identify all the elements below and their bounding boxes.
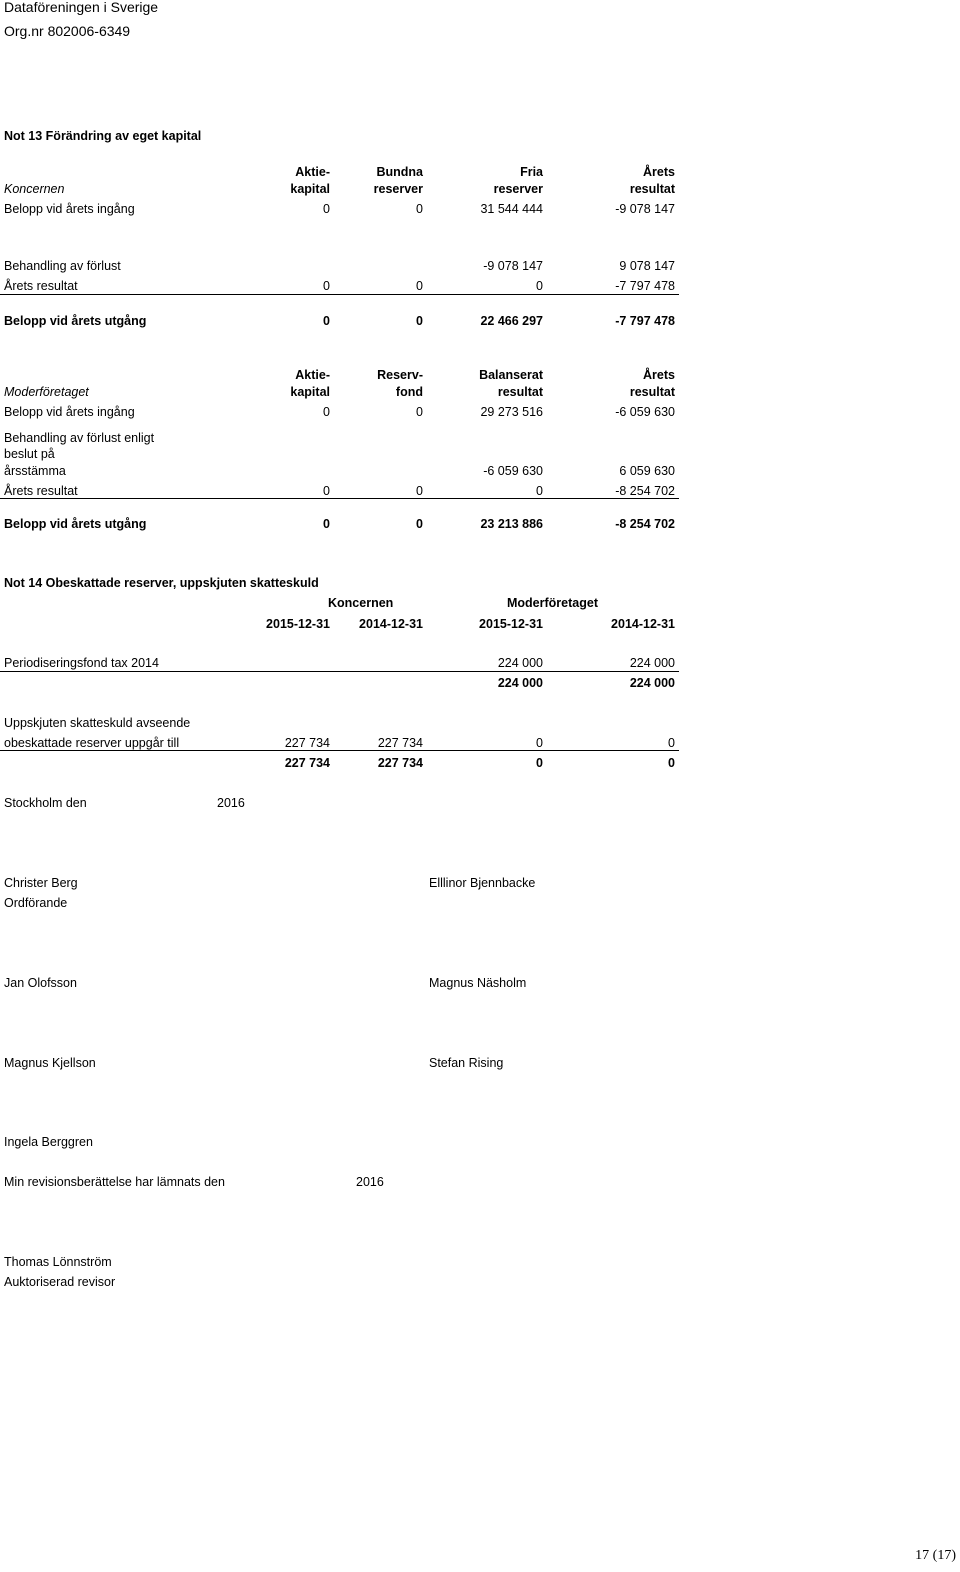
cell-value: 0: [536, 736, 543, 750]
col-header-share-capital: Aktie-: [295, 165, 330, 179]
group-column-label: Koncernen: [328, 596, 394, 610]
cell-value: 227 734: [284, 736, 330, 750]
col-header-year-result: resultat: [629, 385, 675, 399]
col-date: 2015-12-31: [479, 617, 543, 631]
group-table-label: Koncernen: [4, 182, 65, 196]
row-label: Belopp vid årets ingång: [4, 202, 135, 216]
col-header-year-result: Årets: [643, 368, 675, 382]
cell-value: 29 273 516: [480, 405, 543, 419]
col-header-retained-earnings: resultat: [497, 385, 543, 399]
auditor-role: Auktoriserad revisor: [4, 1275, 116, 1289]
row-label: beslut på: [4, 447, 55, 461]
cell-value: -6 059 630: [615, 405, 675, 419]
cell-value: 224 000: [629, 656, 675, 670]
col-header-restricted-reserves: Bundna: [376, 165, 423, 179]
cell-value: 23 213 886: [480, 517, 543, 531]
cell-value: 0: [323, 314, 330, 328]
col-header-free-reserves: reserver: [493, 182, 543, 196]
audit-year: 2016: [356, 1175, 384, 1189]
cell-value: -7 797 478: [615, 279, 675, 293]
cell-value: -8 254 702: [615, 517, 675, 531]
cell-value: 0: [323, 279, 330, 293]
col-date: 2014-12-31: [359, 617, 423, 631]
signer-name: Stefan Rising: [429, 1056, 504, 1070]
col-header-share-capital: kapital: [290, 385, 330, 399]
cell-value: -8 254 702: [615, 484, 675, 498]
sum-value: 224 000: [629, 676, 675, 690]
col-header-year-result: Årets: [643, 165, 675, 179]
organization-name: Dataföreningen i Sverige: [4, 0, 159, 15]
cell-value: 0: [416, 314, 423, 328]
cell-value: 0: [668, 736, 675, 750]
audit-statement: Min revisionsberättelse har lämnats den: [4, 1175, 225, 1189]
cell-value: 224 000: [497, 656, 543, 670]
signer-name: Elllinor Bjennbacke: [429, 876, 536, 890]
sum-value: 224 000: [497, 676, 543, 690]
col-date: 2014-12-31: [611, 617, 675, 631]
row-label: Årets resultat: [4, 279, 78, 293]
row-label: Årets resultat: [4, 484, 78, 498]
cell-value: 0: [416, 279, 423, 293]
cell-value: 31 544 444: [480, 202, 543, 216]
row-label: obeskattade reserver uppgår till: [4, 736, 180, 750]
cell-value: 0: [416, 202, 423, 216]
note-14-title: Not 14 Obeskattade reserver, uppskjuten skatteskuld: [4, 576, 319, 590]
cell-value: -9 078 147: [483, 259, 543, 273]
cell-value: 0: [323, 202, 330, 216]
col-header-free-reserves: Fria: [520, 165, 543, 179]
row-label: Behandling av förlust enligt: [4, 431, 155, 445]
row-label: Uppskjuten skatteskuld avseende: [4, 716, 191, 730]
parent-column-label: Moderföretaget: [507, 596, 598, 610]
col-header-year-result: resultat: [629, 182, 675, 196]
signer-name: Magnus Kjellson: [4, 1056, 96, 1070]
cell-value: -6 059 630: [483, 464, 543, 478]
divider: [0, 294, 679, 295]
row-label: Belopp vid årets utgång: [4, 517, 147, 531]
signer-name: Ingela Berggren: [4, 1135, 93, 1149]
divider: [0, 750, 679, 751]
cell-value: 0: [323, 405, 330, 419]
sum-value: 0: [536, 756, 543, 770]
col-header-retained-earnings: Balanserat: [479, 368, 543, 382]
auditor-name: Thomas Lönnström: [4, 1255, 112, 1269]
note-13-title: Not 13 Förändring av eget kapital: [4, 129, 202, 143]
col-header-reserve-fund: Reserv-: [377, 368, 423, 382]
signing-place: Stockholm den: [4, 796, 87, 810]
col-header-reserve-fund: fond: [395, 385, 423, 399]
cell-value: 6 059 630: [619, 464, 675, 478]
row-label: Belopp vid årets ingång: [4, 405, 135, 419]
organization-number: Org.nr 802006-6349: [4, 23, 131, 39]
divider: [0, 671, 679, 672]
cell-value: 0: [536, 484, 543, 498]
signing-year: 2016: [217, 796, 245, 810]
row-label: Belopp vid årets utgång: [4, 314, 147, 328]
signer-name: Jan Olofsson: [4, 976, 77, 990]
signer-name: Christer Berg: [4, 876, 78, 890]
col-header-restricted-reserves: reserver: [373, 182, 423, 196]
col-date: 2015-12-31: [266, 617, 330, 631]
cell-value: 0: [323, 517, 330, 531]
row-label: Periodiseringsfond tax 2014: [4, 656, 159, 670]
signer-name: Magnus Näsholm: [429, 976, 527, 990]
cell-value: 0: [323, 484, 330, 498]
divider: [0, 498, 679, 499]
cell-value: -9 078 147: [615, 202, 675, 216]
col-header-share-capital: kapital: [290, 182, 330, 196]
cell-value: 9 078 147: [619, 259, 675, 273]
row-label: årsstämma: [4, 464, 66, 478]
cell-value: 0: [416, 484, 423, 498]
sum-value: 0: [668, 756, 675, 770]
cell-value: 227 734: [377, 736, 423, 750]
cell-value: -7 797 478: [615, 314, 675, 328]
page-number: 17 (17): [915, 1548, 956, 1563]
col-header-share-capital: Aktie-: [295, 368, 330, 382]
cell-value: 0: [536, 279, 543, 293]
cell-value: 0: [416, 405, 423, 419]
signer-role: Ordförande: [4, 896, 68, 910]
parent-table-label: Moderföretaget: [4, 385, 89, 399]
cell-value: 0: [416, 517, 423, 531]
cell-value: 22 466 297: [480, 314, 543, 328]
sum-value: 227 734: [284, 756, 330, 770]
sum-value: 227 734: [377, 756, 423, 770]
row-label: Behandling av förlust: [4, 259, 121, 273]
